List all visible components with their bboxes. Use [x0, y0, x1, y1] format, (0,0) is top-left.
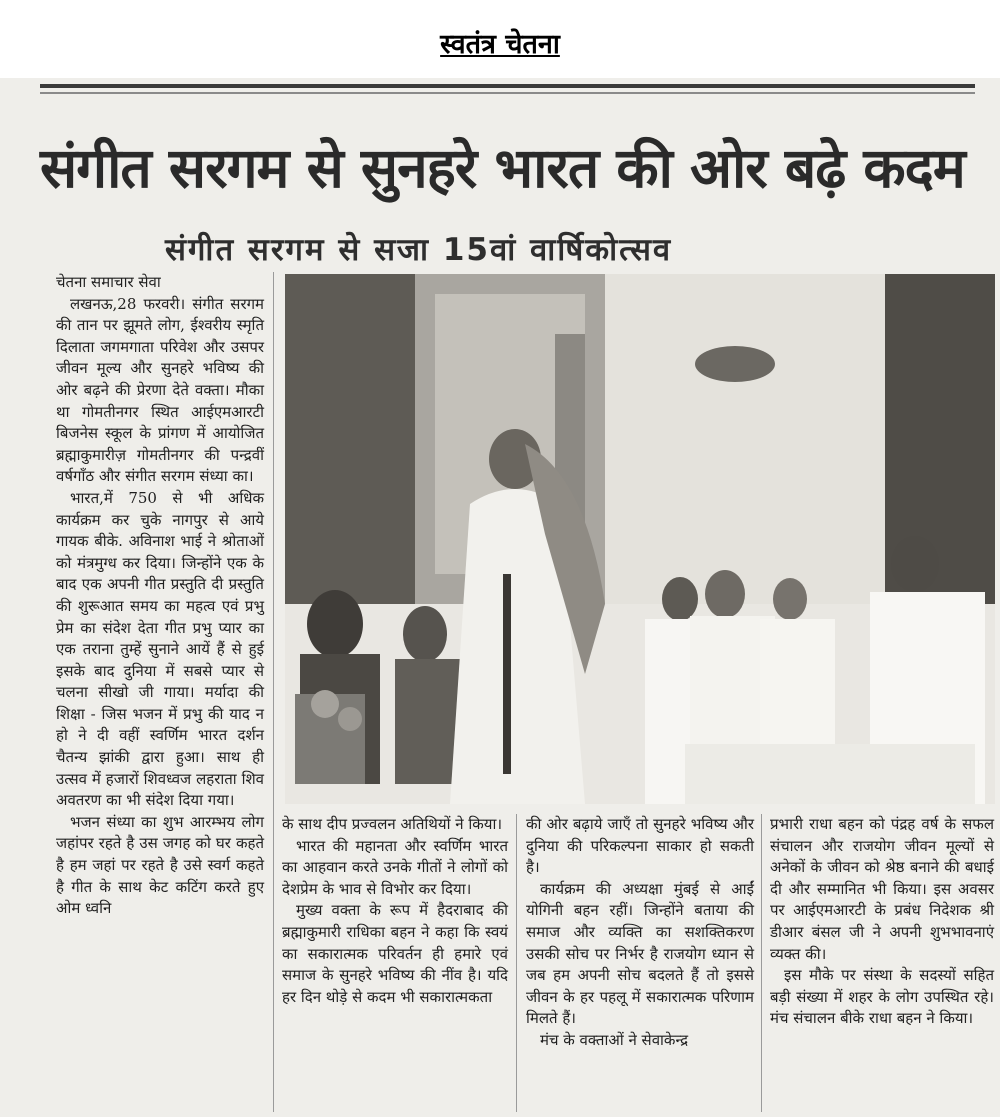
- paragraph: भारत,में 750 से भी अधिक कार्यक्रम कर चुके नागपुर से आये गायक बीके. अविनाश भाई ने श्रोताओं को मंत्रमुग्ध कर दिया। जिन्होंने एक के बाद एक अपनी गीत प्रस्तुति दी प्रस्तुति की शुरूआत समय का महत्व एवं प्रभु प्रेम का संदेश देता गीत प्रभु प्यार का एक तराना तुम्हें सुनाने आयें हैं से हुई इसके बाद दुनिया में सबसे प्यार से चलना सीखो जी गाया। मर्यादा की शिक्षा - जिस भजन में प्रभु की याद न हो ने दी वहीं स्वर्णिम भारत दर्शन चैतन्य झांकी द्वारा हुआ। साथ ही उत्सव में हजारों शिवध्वज लहराता शिव अवतरण का भी संदेश दिया गया।: [56, 488, 264, 810]
- column-divider: [516, 814, 517, 1112]
- paragraph: भारत की महानता और स्वर्णिम भारत का आहवान करते उनके गीतों ने लोगों को देशप्रेम के भाव से विभोर कर दिया।: [282, 836, 508, 898]
- newspaper-clipping: [0, 78, 1000, 1117]
- paragraph: लखनऊ,28 फरवरी। संगीत सरगम की तान पर झूमते लोग, ईश्वरीय स्मृति दिलाता जगमगाता परिवेश और उसपर जीवन मूल्य और सुनहरे भविष्य की ओर बढ़ने की प्रेरणा देते वक्ता। मौका था गोमतीनगर स्थित आईएमआरटी बिजनेस स्कूल के प्रांगण में आयोजित ब्रह्माकुमारीज़ गोमतीनगर की पन्द्रवीं वर्षगाँठ और संगीत सरगम संध्या का।: [56, 294, 264, 486]
- masthead: [0, 0, 1000, 78]
- newspaper-title: स्वतंत्र चेतना: [440, 29, 560, 60]
- paragraph: के साथ दीप प्रज्वलन अतिथियों ने किया।: [282, 815, 503, 833]
- column-4: [770, 814, 994, 1030]
- byline: चेतना समाचार सेवा: [56, 273, 161, 291]
- stage-photo-illustration: [285, 274, 995, 804]
- subheadline: संगीत सरगम से सजा 15वां वार्षिकोत्सव: [165, 232, 673, 268]
- paragraph: मंच के वक्ताओं ने सेवाकेन्द्र: [540, 1030, 689, 1049]
- article-photo: [285, 274, 995, 804]
- paragraph: कार्यक्रम की अध्यक्षा मुंबई से आईं योगिनी बहन रहीं। जिन्होंने बताया की समाज और व्यक्ति का सशक्तिकरण उसकी सोच पर निर्भर है राजयोग ध्यान से जब हम अपनी सोच बदलते हैं तो इससे जीवन के हर पहलू में सकारात्मक परिणाम मिलते हैं।: [526, 879, 754, 1028]
- column-divider: [273, 272, 274, 1112]
- column-1: [56, 272, 264, 920]
- column-divider: [761, 814, 762, 1112]
- paragraph: भजन संध्या का शुभ आरम्भय लोग जहांपर रहते है उस जगह को घर कहते है हम जहां पर रहते है उसे स्वर्ग कहते है गीत के साथ केट कटिंग करते हुए ओम ध्वनि: [56, 812, 264, 918]
- paragraph: प्रभारी राधा बहन को पंद्रह वर्ष के सफल संचालन और राजयोग जीवन मूल्यों से अनेकों के जीवन को श्रेष्ठ बनाने की बधाई दी और सम्मानित भी किया। इस अवसर पर आईएमआरटी के प्रबंध निदेशक श्री डीआर बंसल जी ने अपनी शुभभावनाएं व्यक्त की।: [770, 815, 994, 963]
- column-2: [282, 814, 508, 1008]
- headline: संगीत सरगम से सुनहरे भारत की ओर बढ़े कदम: [40, 136, 965, 200]
- paragraph: इस मौके पर संस्था के सदस्यों सहित बड़ी संख्या में शहर के लोग उपस्थित रहे। मंच संचालन बीके राधा बहन ने किया।: [770, 966, 994, 1028]
- paragraph: मुख्य वक्ता के रूप में हैदराबाद की ब्रह्माकुमारी राधिका बहन ने कहा कि स्वयं का सकारात्मक परिवर्तन ही हमारे एवं समाज के सुनहरे भविष्य की नींव है। यदि हर दिन थोड़े से कदम भी सकारात्मकता: [282, 901, 508, 1006]
- paragraph: की ओर बढ़ाये जाएँ तो सुनहरे भविष्य और दुनिया की परिकल्पना साकार हो सकती है।: [526, 815, 754, 877]
- column-3: [526, 814, 754, 1052]
